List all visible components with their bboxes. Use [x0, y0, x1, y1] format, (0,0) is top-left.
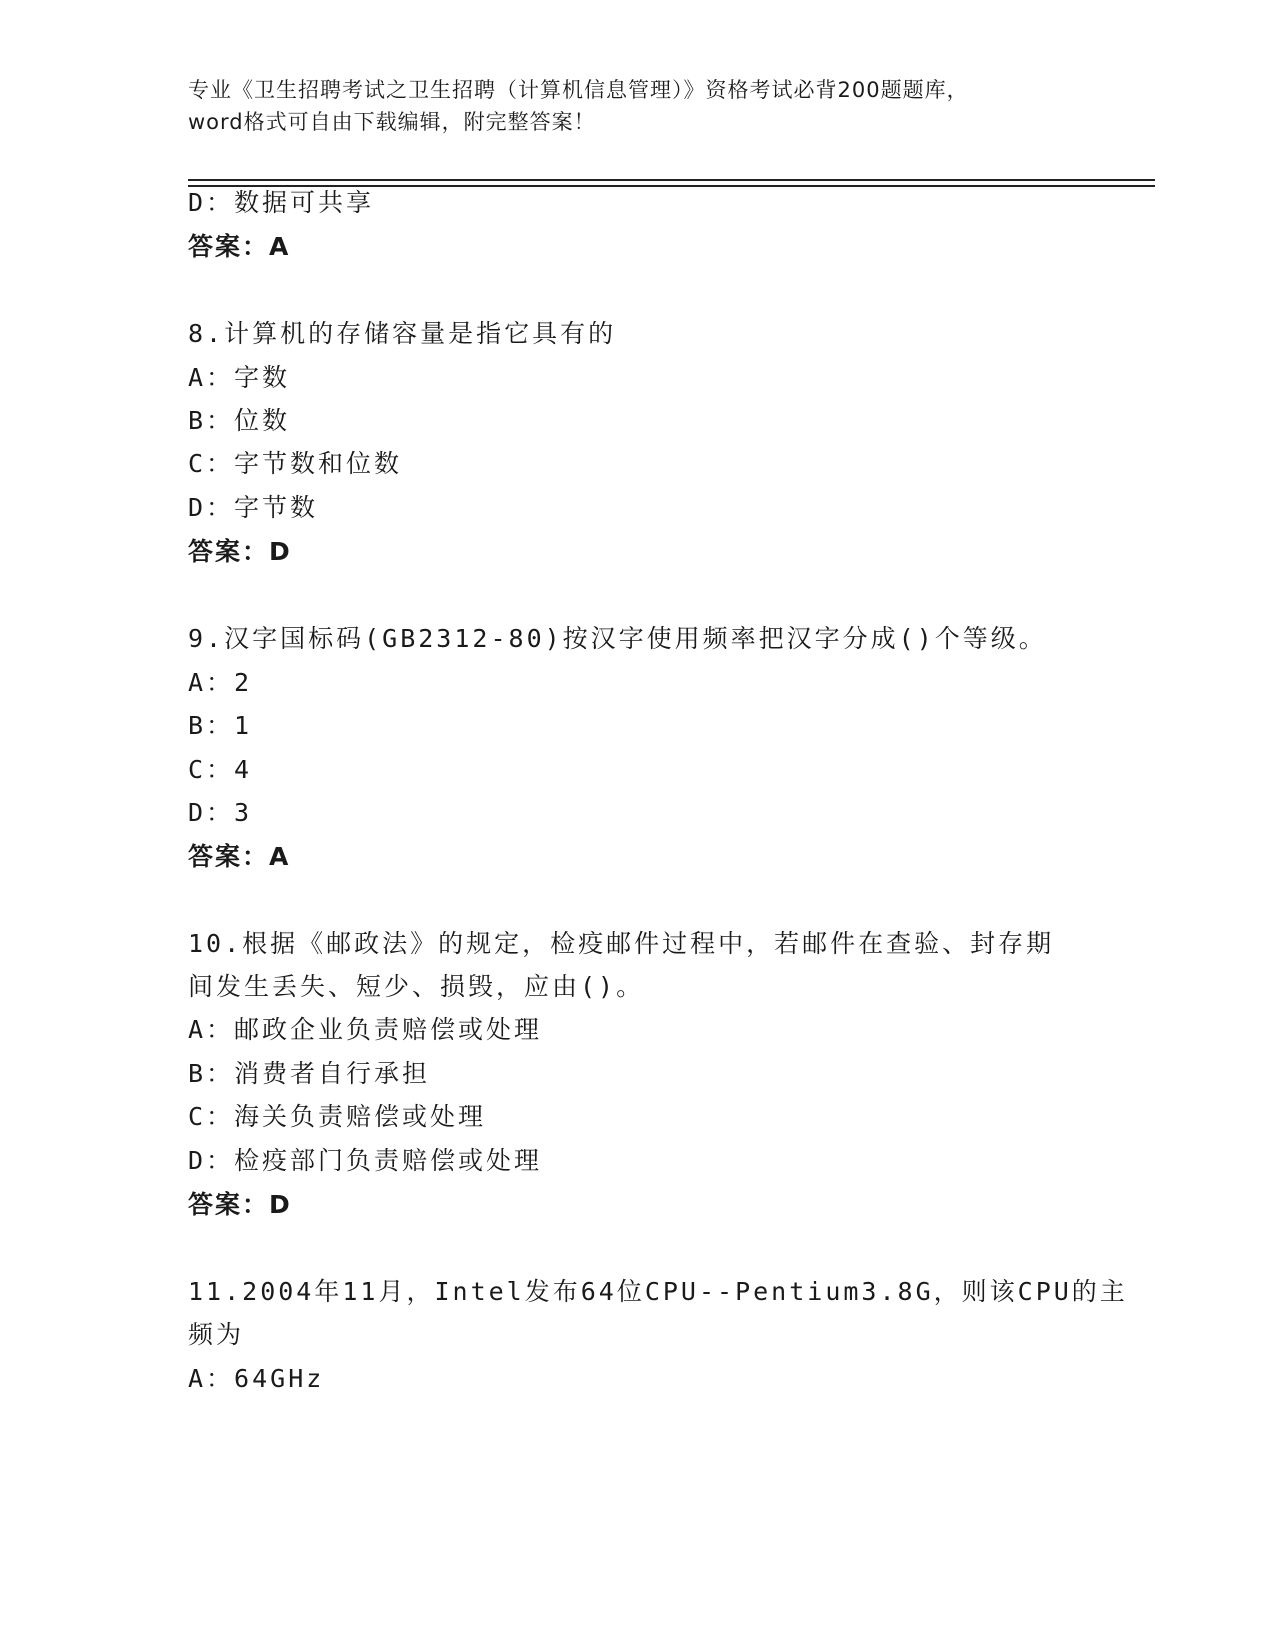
- q8-option-d: D：字节数: [188, 493, 319, 522]
- q10-answer: 答案：D: [188, 1190, 292, 1219]
- header-divider-top: [188, 179, 1155, 181]
- q7-answer: 答案：A: [188, 232, 291, 261]
- q11-option-a: A：64GHz: [188, 1364, 325, 1393]
- q9-option-c: C：4: [188, 755, 253, 784]
- q11-question-line-1: 11.2004年11月，Intel发布64位CPU--Pentium3.8G，则该CPU的主: [188, 1277, 1128, 1306]
- q8-answer: 答案：D: [188, 537, 292, 566]
- q10-option-a: A：邮政企业负责赔偿或处理: [188, 1015, 543, 1044]
- q10-option-d: D：检疫部门负责赔偿或处理: [188, 1146, 543, 1175]
- q9-answer: 答案：A: [188, 842, 291, 871]
- q7-option-d: D：数据可共享: [188, 188, 375, 217]
- q9-option-a: A：2: [188, 668, 253, 697]
- q10-option-b: B：消费者自行承担: [188, 1059, 431, 1088]
- q8-option-a: A：字数: [188, 363, 291, 392]
- q9-question: 9.汉字国标码(GB2312-80)按汉字使用频率把汉字分成()个等级。: [188, 624, 1047, 653]
- header-title-line-2: word格式可自由下载编辑，附完整答案！: [188, 110, 596, 134]
- q8-question: 8.计算机的存储容量是指它具有的: [188, 319, 617, 348]
- q10-option-c: C：海关负责赔偿或处理: [188, 1102, 487, 1131]
- q8-option-c: C：字节数和位数: [188, 449, 403, 478]
- q9-option-d: D：3: [188, 798, 253, 827]
- header-divider-bottom: [188, 185, 1155, 187]
- q9-option-b: B：1: [188, 711, 253, 740]
- document-header: [188, 74, 1088, 138]
- header-title-line-1: 专业《卫生招聘考试之卫生招聘（计算机信息管理）》资格考试必背200题题库，: [188, 78, 969, 102]
- q11-question-line-2: 频为: [188, 1320, 245, 1349]
- q10-question-line-2: 间发生丢失、短少、损毁，应由()。: [188, 972, 645, 1001]
- q10-question-line-1: 10.根据《邮政法》的规定，检疫邮件过程中，若邮件在查验、封存期: [188, 929, 1055, 958]
- q8-option-b: B：位数: [188, 406, 291, 435]
